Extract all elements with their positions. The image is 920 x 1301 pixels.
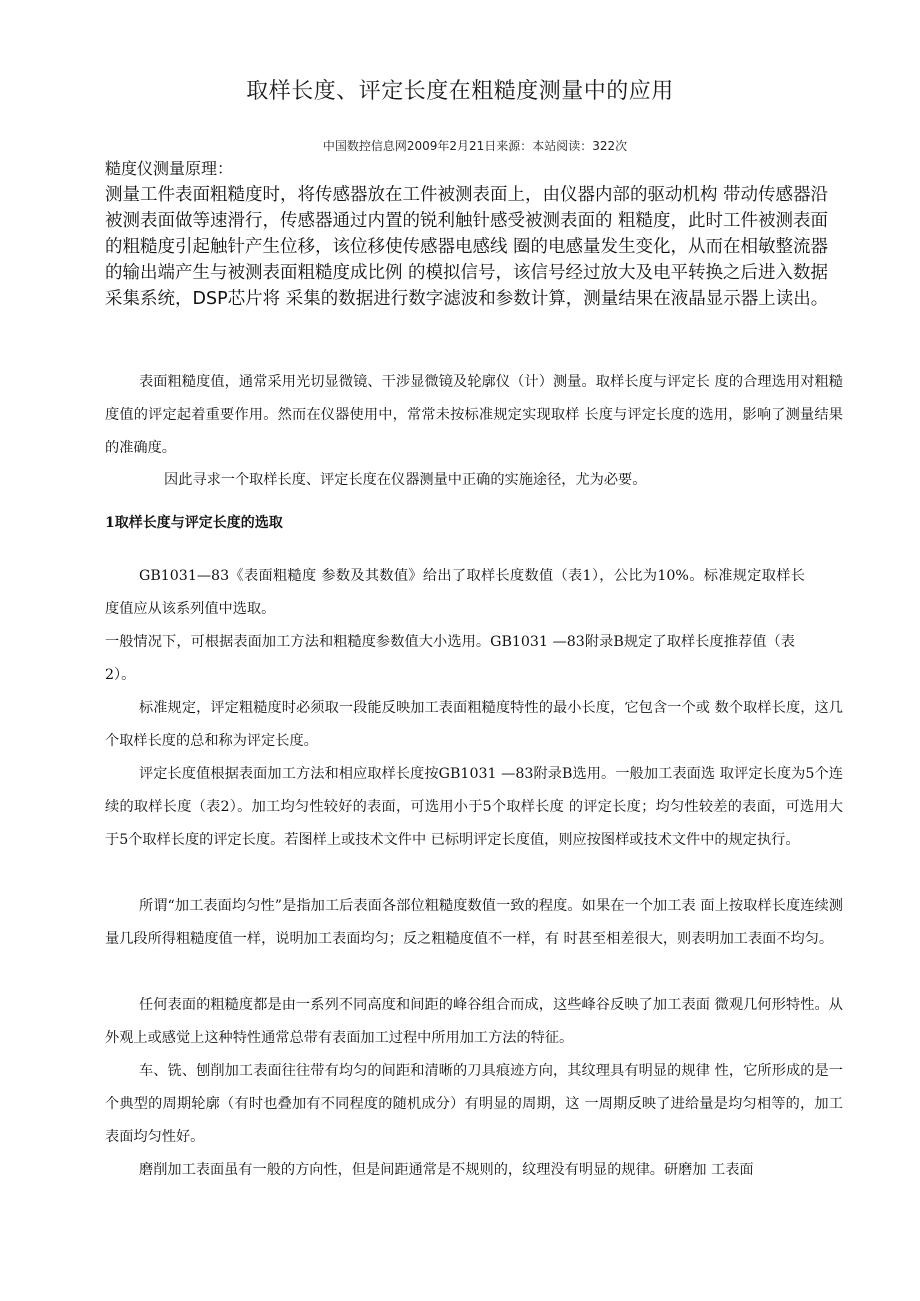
paragraph-surface-roughness: 任何表面的粗糙度都是由一系列不同高度和间距的峰谷组合而成，这些峰谷反映了加工表面 微观几何形特性。从外观上或感觉上这种特性通常总带有表面加工过程中所用加工方法的特征。 [105, 997, 843, 1046]
section-heading: 1取样长度与评定长度的选取 [105, 515, 283, 531]
principle-heading: 糙度仪测量原理： [105, 159, 234, 178]
article-meta: 中国数控信息网2009年2月21日来源：本站阅读：322次 [322, 139, 628, 153]
paragraph-necessity: 因此寻求一个取样长度、评定长度在仪器测量中正确的实施途径，尤为必要。 [164, 472, 647, 488]
paragraph-evaluation-selection: 评定长度值根据表面加工方法和相应取样长度按GB1031 —83附录B选用。一般加工表面选 取评定长度为5个连续的取样长度（表2）。加工均匀性较好的表面，可选用小于5个取样长度 的评定长度；均匀性较差的表面，可选用大于5个取样长度的评定长度。若图样上或技术文件中 已标明评定长度值，则应按图样或技术文件中的规定执行。 [105, 766, 843, 848]
principle-section [105, 156, 845, 312]
paragraph-surface-uniformity: 所谓“加工表面均匀性”是指加工后表面各部位粗糙度数值一致的程度。如果在一个加工表 面上按取样长度连续测量几段所得粗糙度值一样，说明加工表面均匀；反之粗糙度值不一样，有 时甚至相差很大，则表明加工表面不均匀。 [105, 898, 843, 947]
page-title: 取样长度、评定长度在粗糙度测量中的应用 [246, 79, 674, 104]
paragraph-grinding: 磨削加工表面虽有一般的方向性，但是间距通常是不规则的，纹理没有明显的规律。研磨加 工表面 [139, 1162, 754, 1178]
paragraph-standard-values: GB1031—83《表面粗糙度 参数及其数值》给出了取样长度数值（表1），公比为10%。标准规定取样长度值应从该系列值中选取。 [105, 568, 805, 617]
principle-paragraph: 测量工件表面粗糙度时，将传感器放在工件被测表面上，由仪器内部的驱动机构 带动传感器沿被测表面做等速滑行，传感器通过内置的锐利触针感受被测表面的 粗糙度，此时工件被测表面的粗糙度引起触针产生位移，该位移使传感器电感线 圈的电感量发生变化，从而在相敏整流器的输出端产生与被测表面粗糙度成比例 的模拟信号，该信号经过放大及电平转换之后进入数据采集系统，DSP芯片将 采集的数据进行数字滤波和参数计算，测量结果在液晶显示器上读出。 [105, 185, 829, 309]
paragraph-evaluation-definition: 标准规定，评定粗糙度时必须取一段能反映加工表面粗糙度特性的最小长度，它包含一个或 数个取样长度，这几个取样长度的总和称为评定长度。 [105, 700, 843, 749]
paragraph-measurement-methods: 表面粗糙度值，通常采用光切显微镜、干涉显微镜及轮廓仪（计）测量。取样长度与评定长 度的合理选用对粗糙度值的评定起着重要作用。然而在仪器使用中，常常未按标准规定实现取样 长度与评定长度的选用，影响了测量结果的准确度。 [105, 374, 843, 456]
paragraph-recommendation: 一般情况下，可根据表面加工方法和粗糙度参数值大小选用。GB1031 —83附录B规定了取样长度推荐值（表2）。 [105, 634, 795, 683]
paragraph-turning-milling: 车、铣、刨削加工表面往往带有均匀的间距和清晰的刀具痕迹方向，其纹理具有明显的规律 性，它所形成的是一个典型的周期轮廓（有时也叠加有不同程度的随机成分）有明显的周期，这 一周期反映了进给量是均匀相等的，加工表面均匀性好。 [105, 1063, 843, 1145]
